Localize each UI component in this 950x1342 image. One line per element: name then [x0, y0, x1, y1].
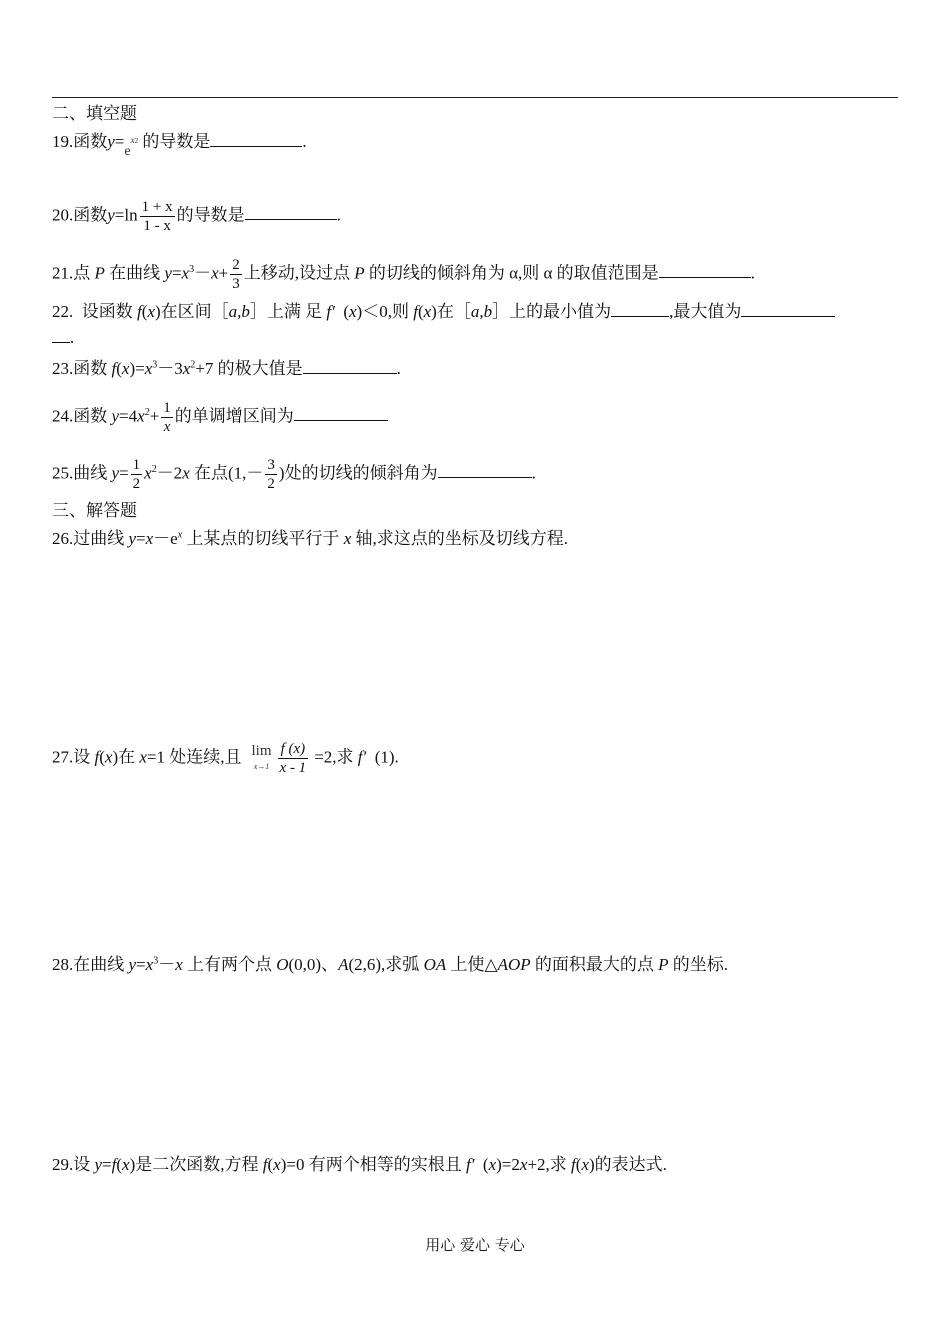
fraction: $\frac{2}{3}$: [232, 257, 240, 292]
question-28: 28.在曲线 $y=x^3-x$ 上有两个点 O(0,0)、A(2,6),求弧 OA 上使△AOP 的面积最大的点 P 的坐标.: [52, 955, 728, 974]
question-25: 25.曲线 y= $\frac{1}{2}$ $x^2-2x$ 在点(1,－ $\frac{3}{2}$ )处的切线的倾斜角为 .: [52, 457, 536, 492]
fraction: $\frac{1}{x}$: [163, 400, 171, 435]
fraction: $\frac{1}{2}$: [132, 457, 141, 492]
fraction: $\frac{3}{2}$: [267, 457, 275, 492]
limit: lim x→1: [251, 742, 272, 771]
question-24: 24.函数 $y=4x^2+$ $\frac{1}{x}$ 的单调增区间为: [52, 399, 388, 436]
question-26: 26.过曲线 $y=x-e^x$ 上某点的切线平行于 x 轴,求这点的坐标及切线方程.: [52, 529, 568, 548]
page-footer: 用心 爱心 专心: [425, 1236, 525, 1254]
section-fill-title: 二、填空题: [52, 104, 137, 123]
fraction: $\frac{1 + x}{1 - x}$: [141, 199, 173, 234]
question-22: 22. 设函数 f(x)在区间［a,b］上满 足 f′ (x)＜0,则 f(x)在［a,b］上的最小值为 ,最大值为: [52, 301, 835, 323]
section-answer-title: 三、解答题: [52, 501, 137, 520]
question-22-continued: .: [52, 327, 74, 349]
question-19: 19.函数$y=e^{x2}$ 的导数是 .: [52, 132, 307, 159]
fraction: $\frac{f (x)}{x - 1}$: [279, 741, 307, 776]
question-20: 20.函数y=ln $\frac{1 + x}{1 - x}$ 的导数是 .: [52, 199, 341, 234]
question-23: 23.函数 $f(x)=x^3-3x^2+7$ 的极大值是 .: [52, 359, 401, 378]
question-27: 27.设 f(x)在 x=1 处连续,且 lim x→1 $\frac{f (x)}{x - 1}$ =2,求 f′ (1).: [52, 741, 399, 776]
question-29: 29.设 y=f(x)是二次函数,方程 f(x)=0 有两个相等的实根且 f′ (x)=2x+2,求 f(x)的表达式.: [52, 1155, 667, 1174]
top-rule: [52, 97, 898, 98]
question-21: 21.点 P 在曲线 $y=x^3-x+$ $\frac{2}{3}$ 上移动,设过点 P 的切线的倾斜角为 α,则 α 的取值范围是 .: [52, 257, 755, 292]
